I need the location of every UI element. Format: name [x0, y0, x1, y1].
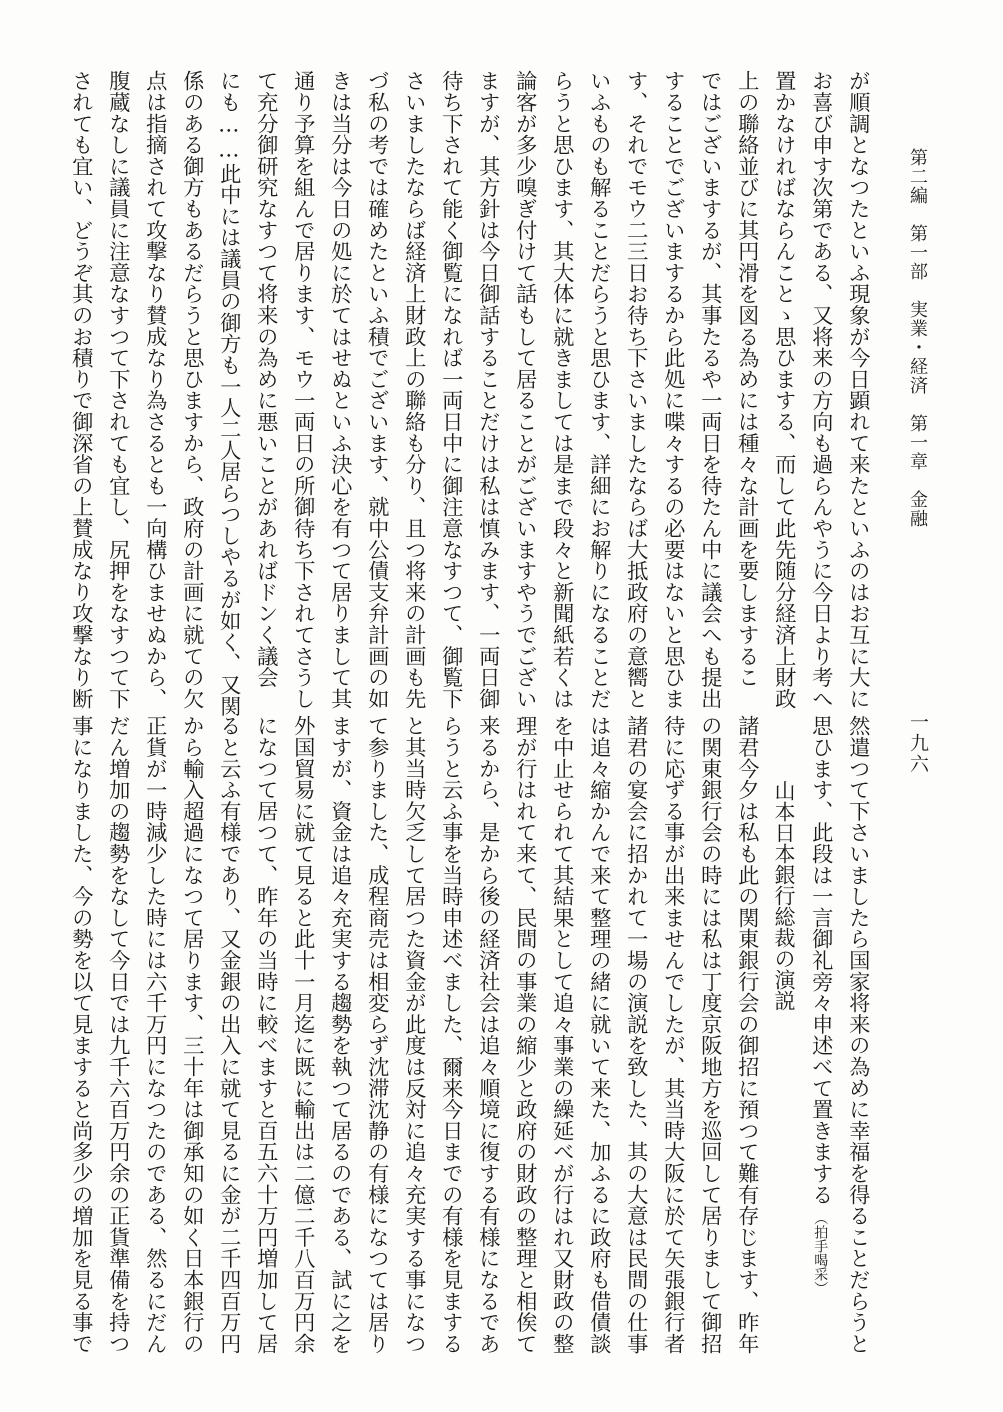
body-line: 待ち下されて能く御覧になれば一両日中に御注意なすつて、御覧下	[438, 70, 464, 709]
body-line: 腹蔵なしに議員に注意なすつて下されても宜し、尻押をなすつて下	[105, 70, 131, 709]
body-line: の関東銀行会の時には私は丁度京阪地方を巡回して居りまして御招	[697, 715, 723, 1354]
body-line: ますが、資金は追々充実する趨勢を執つて居るのである、試に之を	[327, 715, 353, 1354]
section-title: 山本日本銀行総裁の演説	[772, 780, 796, 1011]
body-line: 外国貿易に就て見ると此十一月迄に既に輸出は二億二千八百万円余	[290, 715, 316, 1354]
body-line: す、それでモウ二三日お待ち下さいましたならば大抵政府の意嚮と	[623, 70, 649, 709]
body-line: さいましたならば経済上財政上の聯絡も分り、且つ将来の計画も先	[401, 70, 427, 709]
body-line: 然遣つて下さいましたら国家将来の為めに幸福を得ることだらうと	[845, 715, 871, 1354]
running-head: 第二編 第一部 実業・経済 第一章 金融	[907, 148, 928, 528]
body-line: 思ひます、此段は一言御礼旁々申述べて置きまする	[808, 715, 834, 1205]
body-line: らうと思ひます、其大体に就きましては是まで段々と新聞紙若くは	[549, 70, 575, 709]
body-line: と其当時欠乏して居つた資金が此度は反対に追々充実する事になつ	[401, 715, 427, 1354]
body-line: することでございまするから此処に喋々するの必要はないと思ひま	[660, 70, 686, 709]
body-line: づ私の考では確めたといふ積でございます、就中公債支弁計画の如	[364, 70, 390, 709]
body-line: て参りました、成程商売は相変らず沈滞沈静の有様になつては居り	[364, 715, 390, 1354]
body-line: が順調となつたといふ現象が今日顕れて来たといふのはお互に大に	[845, 70, 871, 709]
body-line: だん増加の趨勢をなして今日では九千六百万円余の正貨準備を持つ	[105, 715, 131, 1354]
applause-note: （拍手喝采）	[812, 1210, 829, 1295]
body-line: 点は指摘されて攻撃なり賛成なり為さるとも一向構ひませぬから、	[142, 70, 168, 709]
body-line: 諸君の宴会に招かれて一場の演説を致した、其の大意は民間の仕事	[623, 715, 649, 1354]
body-line: いふものも解ることだらうと思ひます、詳細にお解りになることだ	[586, 70, 612, 709]
closing-line	[808, 715, 834, 1295]
body-line: 来るから、是から後の経済社会は追々順境に復する有様になるであ	[475, 715, 501, 1354]
body-line: は追々縮かんで来て整理の緒に就いて来た、加ふるに政府も借債談	[586, 715, 612, 1354]
body-line: 論客が多少嗅ぎ付けて話もして居ることがございますやうでござい	[512, 70, 538, 709]
body-line: 正貨が一時減少した時には六千万円になつたのである、然るにだん	[142, 715, 168, 1354]
body-line: されても宜い、どうぞ其のお積りで御深省の上賛成なり攻撃なり断	[68, 70, 94, 709]
body-line: 通り予算を組んで居ります、モウ一両日の所御待ち下されてさうし	[290, 70, 316, 709]
body-line: ではございまするが、其事たるや一両日を待たん中に議会へも提出	[697, 70, 723, 709]
body-line: にも……此中には議員の御方も一人二人居らつしやるが如く、又関	[216, 70, 242, 717]
body-line: 理が行はれて来て、民間の事業の縮少と政府の財政の整理と相俟て	[512, 715, 538, 1354]
body-line: から輸入超過になつて居ります、三十年は御承知の如く日本銀行の	[179, 715, 205, 1354]
body-line: 置かなければならんことゝ思ひまする、而して此先随分経済上財政	[771, 70, 797, 709]
body-line: になつて居つて、昨年の当時に較べますと百五六十万円増加して居	[253, 715, 279, 1354]
page-number: 一九六	[907, 712, 929, 775]
body-line: らうと云ふ事を当時申述べました、爾来今日までの有様を見まする	[438, 715, 464, 1354]
body-line: お喜び申す次第である、又将来の方向も過らんやうに今日より考へ	[808, 70, 834, 709]
body-line: て充分御研究なすつて将来の為めに悪いことがあればドンく議会	[253, 70, 279, 688]
body-line: きは当分は今日の処に於てはせぬといふ決心を有つて居りまして其	[327, 70, 353, 709]
body-line: 諸君今夕は私も此の関東銀行会の御招に預つて難有存じます、昨年	[734, 715, 760, 1354]
body-line: 上の聯絡並びに其円滑を図る為めには種々な計画を要しまするこ	[734, 70, 760, 688]
body-line: 事になりました、今の勢を以て見ますると尚多少の増加を見る事で	[68, 715, 94, 1354]
body-line: を中止せられて其結果として追々事業の繰延べが行はれ又財政の整	[549, 715, 575, 1354]
body-line: ますが、其方針は今日御話することだけは私は慎みます、一両日御	[475, 70, 501, 709]
body-line: 待に応ずる事が出来ませんでしたが、其当時大阪に於て矢張銀行者	[660, 715, 686, 1354]
body-line: ると云ふ有様であり、又金銀の出入に就て見るに金が二千四百万円	[216, 715, 242, 1354]
body-line: 係のある御方もあるだらうと思ひますから、政府の計画に就ての欠	[179, 70, 205, 709]
